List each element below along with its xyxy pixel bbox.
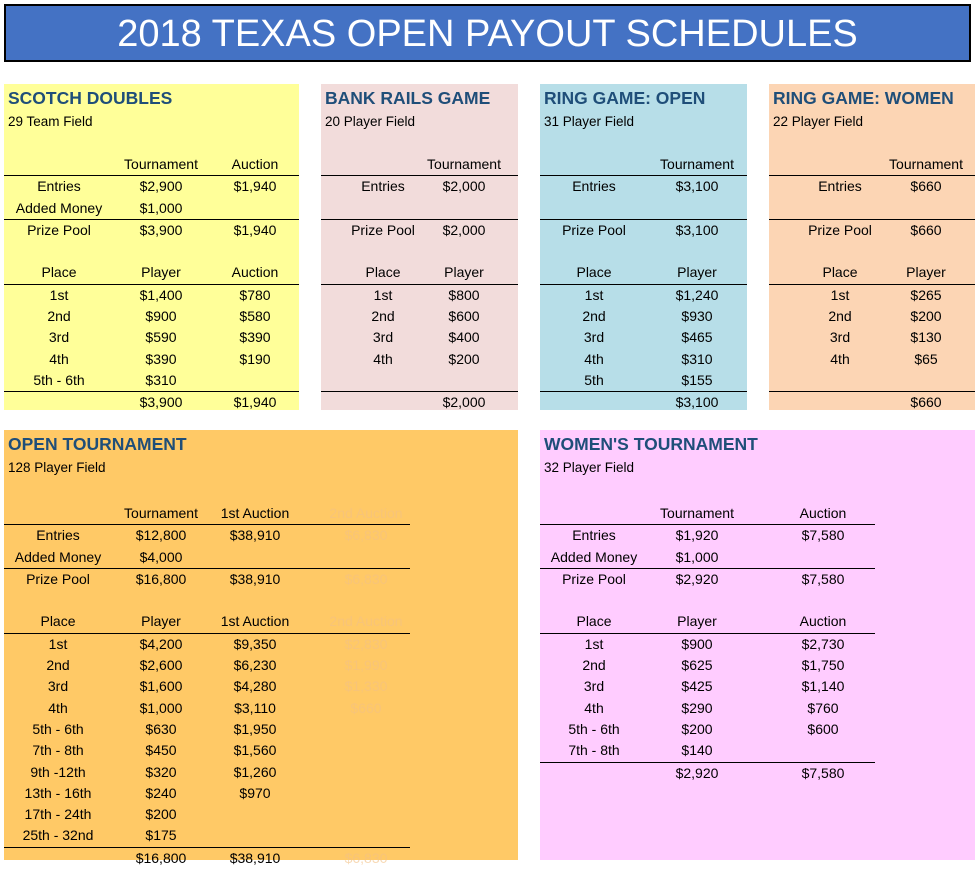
payout-row-col-1: $465 xyxy=(681,329,713,346)
header-row-col-2: 1st Auction xyxy=(220,505,290,521)
prize-pool-row-col-0: Prize Pool xyxy=(562,221,626,238)
payout-row-col-2: $390 xyxy=(239,329,271,346)
header-row-col-1: Tournament xyxy=(124,156,198,172)
prize-pool-row-col-1: $2,920 xyxy=(675,570,719,587)
header-row-col-1: Tournament xyxy=(660,156,734,172)
section-title: OPEN TOURNAMENT xyxy=(8,434,187,454)
payout-row-col-0: 4th xyxy=(49,350,69,367)
payout-table xyxy=(540,154,747,414)
field-size: 29 Team Field xyxy=(8,114,93,129)
payout-row-col-1: $140 xyxy=(681,742,713,759)
field-size: 31 Player Field xyxy=(544,114,635,129)
total-row-col-1: $2,000 xyxy=(442,394,486,411)
added-money-row-col-0: Added Money xyxy=(14,548,102,565)
entries-row-col-0: Entries xyxy=(572,178,616,195)
payout-row xyxy=(769,306,975,327)
payout-row xyxy=(769,327,975,348)
entries-row xyxy=(540,176,747,197)
payout-row-col-1: $200 xyxy=(448,350,480,367)
payout-row xyxy=(540,676,875,697)
place-header-row-col-3: 2nd Auction xyxy=(329,613,403,630)
entries-row-col-2: $38,910 xyxy=(229,527,281,544)
payout-row-col-0: 1st xyxy=(48,635,68,652)
payout-row-col-0: 7th - 8th xyxy=(568,742,620,759)
payout-row-col-0: 3rd xyxy=(48,329,70,346)
place-header-row-col-2: Auction xyxy=(799,613,847,630)
payout-row-col-1: $290 xyxy=(681,699,713,716)
payout-row-col-2: $1,750 xyxy=(801,657,845,674)
total-row xyxy=(4,848,410,869)
payout-row xyxy=(769,349,975,370)
prize-pool-row-col-3: $6,830 xyxy=(344,570,388,587)
payout-row-col-0: 4th xyxy=(48,699,68,716)
total-row-col-1: $3,900 xyxy=(139,394,183,411)
payout-row-col-1: $1,600 xyxy=(139,678,183,695)
place-header-row xyxy=(4,262,299,284)
payout-row xyxy=(4,719,410,740)
payout-row xyxy=(769,285,975,306)
place-header-row-col-2: 1st Auction xyxy=(220,613,290,630)
payout-row-col-1: $1,240 xyxy=(675,286,719,303)
payout-row-col-0: 1st xyxy=(373,286,393,303)
payout-row xyxy=(321,285,518,306)
payout-row-col-0: 2nd xyxy=(582,308,606,325)
payout-row xyxy=(4,676,410,697)
added-money-row-col-1: $4,000 xyxy=(139,548,183,565)
payout-row xyxy=(321,349,518,370)
payout-row-col-0: 3rd xyxy=(829,329,851,346)
payout-row-col-0: 2nd xyxy=(582,657,606,674)
added-money-row xyxy=(4,547,410,569)
payout-row xyxy=(540,285,747,306)
payout-row xyxy=(321,327,518,348)
payout-row-col-1: $800 xyxy=(448,286,480,303)
added-money-row-col-0: Added Money xyxy=(15,199,103,216)
payout-row-col-0: 2nd xyxy=(46,657,70,674)
payout-row-col-2: $1,140 xyxy=(801,678,845,695)
prize-pool-row-col-1: $2,000 xyxy=(442,221,486,238)
added-money-row-col-0: Added Money xyxy=(550,548,638,565)
total-row-col-2: $1,940 xyxy=(233,394,277,411)
payout-row-col-1: $590 xyxy=(145,329,177,346)
spacer-row xyxy=(769,370,975,392)
payout-row-col-1: $175 xyxy=(145,827,177,844)
entries-row-col-0: Entries xyxy=(37,178,81,195)
added-money-row-col-1: $1,000 xyxy=(675,548,719,565)
added-money-row xyxy=(4,198,299,220)
total-row xyxy=(321,392,518,413)
payout-table xyxy=(4,503,410,869)
prize-pool-row-col-0: Prize Pool xyxy=(351,221,415,238)
header-row-col-2: Auction xyxy=(231,156,279,172)
place-header-row-col-1: Player xyxy=(906,264,946,281)
payout-row-col-0: 2nd xyxy=(371,308,395,325)
total-row xyxy=(540,763,875,784)
field-size: 128 Player Field xyxy=(8,460,106,475)
payout-row-col-2: $600 xyxy=(807,720,839,737)
payout-row-col-0: 1st xyxy=(830,286,850,303)
payout-row xyxy=(540,740,875,762)
place-header-row-col-1: Player xyxy=(677,264,717,281)
total-row-col-1: $660 xyxy=(910,394,942,411)
place-header-row xyxy=(321,262,518,284)
payout-row xyxy=(4,783,410,804)
place-header-row-col-0: Place xyxy=(365,264,401,281)
place-header-row-col-0: Place xyxy=(576,264,612,281)
payout-row-col-1: $310 xyxy=(145,371,177,388)
spacer-row xyxy=(321,241,518,262)
prize-pool-row xyxy=(4,569,410,590)
prize-pool-row-col-1: $660 xyxy=(910,221,942,238)
place-header-row-col-0: Place xyxy=(41,264,77,281)
place-header-row xyxy=(4,611,410,633)
payout-row-col-1: $200 xyxy=(681,720,713,737)
payout-row xyxy=(4,349,299,370)
payout-row-col-2: $1,560 xyxy=(233,742,277,759)
payout-row-col-2: $9,350 xyxy=(233,635,277,652)
payout-row-col-0: 9th -12th xyxy=(30,763,86,780)
prize-pool-row-col-0: Prize Pool xyxy=(808,221,872,238)
payout-row-col-2: $3,110 xyxy=(234,699,276,716)
payout-row xyxy=(540,655,875,676)
payout-row-col-1: $450 xyxy=(145,742,177,759)
payout-row xyxy=(4,762,410,783)
payout-row-col-2: $580 xyxy=(239,308,271,325)
payout-row xyxy=(540,719,875,740)
field-size: 22 Player Field xyxy=(773,114,864,129)
place-header-row-col-1: Player xyxy=(141,613,181,630)
womens-tournament-panel xyxy=(540,430,975,860)
scotch-doubles-panel xyxy=(4,84,299,410)
payout-row xyxy=(540,349,747,370)
payout-row-col-2: $2,730 xyxy=(801,635,845,652)
header-row xyxy=(540,154,747,176)
ring-game-women-panel xyxy=(769,84,975,410)
prize-pool-row-col-2: $38,910 xyxy=(229,570,281,587)
payout-row-col-0: 25th - 32nd xyxy=(22,827,94,844)
payout-row-col-1: $320 xyxy=(145,763,177,780)
payout-row xyxy=(4,306,299,327)
payout-row-col-0: 4th xyxy=(830,350,850,367)
spacer-row xyxy=(4,241,299,262)
payout-row-col-0: 13th - 16th xyxy=(24,784,92,801)
header-row-col-1: Tournament xyxy=(427,156,501,172)
entries-row-col-1: $3,100 xyxy=(675,178,719,195)
entries-row-col-2: $1,940 xyxy=(233,178,277,195)
payout-row-col-0: 17th - 24th xyxy=(24,806,92,823)
prize-pool-row-col-2: $7,580 xyxy=(801,570,845,587)
payout-row-col-0: 3rd xyxy=(372,329,394,346)
entries-row-col-1: $2,000 xyxy=(442,178,486,195)
payout-row-col-1: $2,600 xyxy=(139,657,183,674)
payout-row-col-0: 3rd xyxy=(583,678,605,695)
added-money-row xyxy=(540,547,875,569)
payout-row-col-0: 1st xyxy=(584,286,604,303)
payout-row-col-0: 1st xyxy=(49,286,69,303)
page-title-banner xyxy=(4,4,971,62)
payout-row-col-3: $1,990 xyxy=(344,657,388,674)
payout-row-col-2: $970 xyxy=(239,784,271,801)
entries-row-col-2: $7,580 xyxy=(801,527,845,544)
spacer-row xyxy=(540,241,747,262)
payout-row-col-2: $1,950 xyxy=(233,720,277,737)
payout-row-col-0: 4th xyxy=(584,350,604,367)
payout-row-col-1: $200 xyxy=(145,806,177,823)
header-row xyxy=(769,154,975,176)
prize-pool-row-col-0: Prize Pool xyxy=(26,570,90,587)
prize-pool-row xyxy=(4,220,299,241)
payout-table xyxy=(769,154,975,414)
total-row-col-1: $3,100 xyxy=(675,394,719,411)
place-header-row-col-1: Player xyxy=(677,613,717,630)
header-row xyxy=(4,154,299,176)
prize-pool-row xyxy=(540,220,747,241)
payout-row-col-2: $190 xyxy=(239,350,271,367)
open-tournament-panel xyxy=(4,430,518,866)
spacer-row xyxy=(769,241,975,262)
payout-row xyxy=(540,634,875,655)
prize-pool-row-col-0: Prize Pool xyxy=(27,221,91,238)
payout-row-col-0: 7th - 8th xyxy=(32,742,84,759)
entries-row-col-1: $660 xyxy=(910,178,942,195)
total-row-col-3: $6,830 xyxy=(344,849,388,866)
total-row xyxy=(769,392,975,413)
prize-pool-row-col-0: Prize Pool xyxy=(562,570,626,587)
page-title: 2018 TEXAS OPEN PAYOUT SCHEDULES xyxy=(117,13,858,55)
total-row-col-2: $38,910 xyxy=(229,849,281,866)
place-header-row xyxy=(540,611,875,633)
added-money-row-col-1: $1,000 xyxy=(139,199,183,216)
payout-row-col-2: $760 xyxy=(807,699,839,716)
entries-row-col-3: $6,830 xyxy=(344,527,388,544)
payout-row-col-1: $930 xyxy=(681,308,713,325)
payout-row-col-0: 5th xyxy=(584,371,604,388)
prize-pool-row-col-2: $1,940 xyxy=(233,221,277,238)
spacer-row xyxy=(769,198,975,220)
header-row-col-1: Tournament xyxy=(124,505,198,521)
place-header-row-col-0: Place xyxy=(40,613,76,630)
place-header-row-col-1: Player xyxy=(141,264,181,281)
payout-table xyxy=(4,154,299,414)
header-row xyxy=(540,503,875,525)
prize-pool-row-col-1: $3,900 xyxy=(139,221,183,238)
total-row xyxy=(4,392,299,413)
total-row xyxy=(540,392,747,413)
header-row-col-2: Auction xyxy=(799,505,847,521)
header-row xyxy=(4,503,410,525)
payout-row xyxy=(540,327,747,348)
header-row-col-3: 2nd Auction xyxy=(329,505,403,521)
payout-row xyxy=(4,327,299,348)
payout-row-col-3: $1,330 xyxy=(344,678,388,695)
payout-row-col-1: $1,000 xyxy=(139,699,183,716)
payout-row-col-1: $310 xyxy=(681,350,713,367)
payout-row-col-1: $65 xyxy=(914,350,938,367)
entries-row-col-0: Entries xyxy=(361,178,405,195)
payout-row-col-1: $240 xyxy=(145,784,177,801)
section-title: SCOTCH DOUBLES xyxy=(8,88,173,108)
bank-rails-panel xyxy=(321,84,518,410)
payout-row-col-1: $130 xyxy=(910,329,942,346)
entries-row-col-1: $12,800 xyxy=(135,527,187,544)
payout-row-col-1: $400 xyxy=(448,329,480,346)
entries-row-col-1: $1,920 xyxy=(675,527,719,544)
header-row-col-1: Tournament xyxy=(889,156,963,172)
payout-row xyxy=(4,825,410,847)
spacer-row xyxy=(321,370,518,392)
payout-row-col-0: 4th xyxy=(584,699,604,716)
payout-table xyxy=(321,154,518,414)
payout-row-col-1: $155 xyxy=(681,371,713,388)
payout-row-col-3: $2,830 xyxy=(344,635,388,652)
entries-row xyxy=(4,176,299,197)
payout-row-col-1: $4,200 xyxy=(139,635,183,652)
total-row-col-2: $7,580 xyxy=(801,764,845,781)
ring-game-open-panel xyxy=(540,84,747,410)
entries-row-col-1: $2,900 xyxy=(139,178,183,195)
payout-row-col-0: 3rd xyxy=(47,678,69,695)
payout-row-col-3: $660 xyxy=(350,699,382,716)
entries-row xyxy=(321,176,518,197)
prize-pool-row xyxy=(769,220,975,241)
place-header-row-col-2: Auction xyxy=(231,264,279,281)
payout-row xyxy=(321,306,518,327)
payout-row xyxy=(4,634,410,655)
payout-row-col-1: $900 xyxy=(681,635,713,652)
payout-row xyxy=(4,698,410,719)
entries-row-col-0: Entries xyxy=(572,527,616,544)
place-header-row-col-0: Place xyxy=(576,613,612,630)
payout-row-col-2: $780 xyxy=(239,286,271,303)
entries-row xyxy=(769,176,975,197)
place-header-row xyxy=(540,262,747,284)
section-title: RING GAME: WOMEN xyxy=(773,88,954,108)
payout-row-col-0: 1st xyxy=(584,635,604,652)
payout-row xyxy=(4,285,299,306)
payout-row xyxy=(4,370,299,392)
prize-pool-row-col-1: $3,100 xyxy=(675,221,719,238)
payout-row-col-0: 5th - 6th xyxy=(33,371,85,388)
field-size: 32 Player Field xyxy=(544,460,635,475)
entries-row-col-0: Entries xyxy=(818,178,862,195)
payout-row-col-1: $1,400 xyxy=(139,286,183,303)
payout-row xyxy=(540,306,747,327)
payout-row-col-1: $390 xyxy=(145,350,177,367)
payout-row xyxy=(540,698,875,719)
payout-row-col-1: $630 xyxy=(145,720,177,737)
spacer-row xyxy=(321,198,518,220)
entries-row xyxy=(540,525,875,546)
payout-row-col-0: 2nd xyxy=(47,308,71,325)
total-row-col-1: $16,800 xyxy=(135,849,187,866)
section-title: RING GAME: OPEN xyxy=(544,88,706,108)
prize-pool-row-col-1: $16,800 xyxy=(135,570,187,587)
place-header-row-col-0: Place xyxy=(822,264,858,281)
prize-pool-row xyxy=(540,569,875,590)
payout-row-col-0: 2nd xyxy=(828,308,852,325)
place-header-row-col-1: Player xyxy=(444,264,484,281)
payout-row-col-1: $425 xyxy=(681,678,713,695)
spacer-row xyxy=(540,198,747,220)
payout-row-col-0: 5th - 6th xyxy=(32,720,84,737)
payout-row xyxy=(540,370,747,392)
entries-row xyxy=(4,525,410,546)
header-row-col-1: Tournament xyxy=(660,505,734,521)
payout-row-col-0: 3rd xyxy=(583,329,605,346)
field-size: 20 Player Field xyxy=(325,114,416,129)
payout-row-col-2: $4,280 xyxy=(233,678,277,695)
payout-row xyxy=(4,655,410,676)
payout-row-col-2: $6,230 xyxy=(233,657,277,674)
entries-row-col-0: Entries xyxy=(36,527,80,544)
payout-row-col-0: 5th - 6th xyxy=(568,720,620,737)
payout-row xyxy=(4,804,410,825)
prize-pool-row xyxy=(321,220,518,241)
payout-row-col-1: $900 xyxy=(145,308,177,325)
section-title: WOMEN'S TOURNAMENT xyxy=(544,434,758,454)
spacer-row xyxy=(4,590,410,611)
payout-row-col-1: $625 xyxy=(681,657,713,674)
section-title: BANK RAILS GAME xyxy=(325,88,491,108)
header-row xyxy=(321,154,518,176)
payout-row-col-1: $265 xyxy=(910,286,942,303)
payout-row-col-1: $200 xyxy=(910,308,942,325)
payout-row-col-2: $1,260 xyxy=(233,763,277,780)
payout-row-col-1: $600 xyxy=(448,308,480,325)
total-row-col-1: $2,920 xyxy=(675,764,719,781)
payout-row-col-0: 4th xyxy=(373,350,393,367)
payout-table xyxy=(540,503,875,784)
payout-row xyxy=(4,740,410,761)
place-header-row xyxy=(769,262,975,284)
spacer-row xyxy=(540,590,875,611)
